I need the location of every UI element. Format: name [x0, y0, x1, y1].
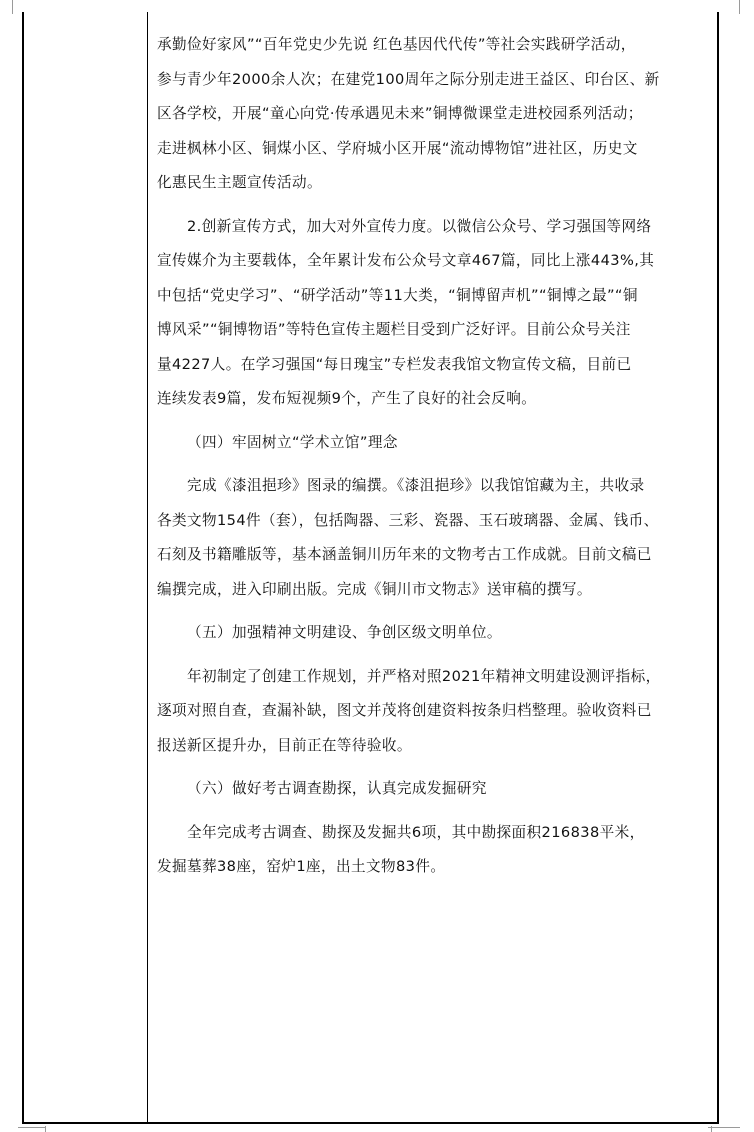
text-line: 区各学校，开展“童心向党·传承遇见未来”铜博微课堂走进校园系列活动；: [157, 105, 643, 122]
text-line: 年初制定了创建工作规划，并严格对照2021年精神文明建设测评指标，: [187, 667, 661, 685]
text-line: 报送新区提升办，目前正在等待验收。: [157, 736, 412, 754]
text-line: （五）加强精神文明建设、争创区级文明单位。: [187, 624, 502, 641]
text-line: （四）牢固树立“学术立馆”理念: [187, 433, 398, 451]
text-line: 博风采”“铜博物语”等特色宣传主题栏目受到广泛好评。目前公众号关注: [157, 321, 631, 338]
para-publicity: [157, 210, 707, 417]
text-line: 逐项对照自查，查漏补缺，图文并茂将创建资料按条归档整理。验收资料已: [157, 702, 652, 719]
text-line: 量4227人。在学习强国“每日瑰宝”专栏发表我馆文物宣传文稿，目前已: [157, 355, 632, 373]
column-divider: [147, 12, 148, 1122]
text-line: 走进枫林小区、铜煤小区、学府城小区开展“流动博物馆”进社区，历史文: [157, 139, 638, 157]
text-line: 宣传媒介为主要载体，全年累计发布公众号文章467篇，同比上涨443%,其: [157, 252, 655, 269]
crop-mark-bottom-left-v: [45, 1126, 46, 1132]
text-line: 发掘墓葬38座，窑炉1座，出土文物83件。: [157, 858, 446, 875]
text-line: 2.创新宣传方式，加大对外宣传力度。以微信公众号、学习强国等网络: [187, 217, 652, 235]
text-line: 石刻及书籍雕版等，基本涵盖铜川历年来的文物考古工作成就。目前文稿已: [157, 546, 652, 563]
para-archaeology: [157, 816, 707, 885]
table-content-cell: [157, 28, 707, 894]
para-civilization: [157, 660, 707, 764]
crop-mark-top-left-v: [12, 0, 13, 14]
crop-mark-bottom-right-v: [711, 1126, 712, 1132]
crop-mark-bottom-left-h: [18, 1127, 46, 1128]
para-social-practice: [157, 28, 707, 201]
text-line: 中包括“党史学习”、“研学活动”等11大类，“铜博留声机”“铜博之最”“铜: [157, 286, 638, 304]
text-line: 完成《漆沮挹珍》图录的编撰。《漆沮挹珍》以我馆馆藏为主，共收录: [187, 477, 645, 494]
heading-academic: [157, 426, 707, 461]
text-line: 化惠民生主题宣传活动。: [157, 174, 322, 191]
text-line: 承勤俭好家风”“百年党史少先说 红色基因代代传”等社会实践研学活动，: [157, 36, 636, 53]
text-line: 编撰完成，进入印刷出版。完成《铜川市文物志》送审稿的撰写。: [157, 580, 592, 598]
text-line: 全年完成考古调查、勘探及发掘共6项，其中勘探面积216838平米，: [187, 823, 645, 841]
text-line: 各类文物154件（套），包括陶器、三彩、瓷器、玉石玻璃器、金属、钱币、: [157, 511, 659, 529]
text-line: 参与青少年2000余人次；在建党100周年之际分别走进王益区、印台区、新: [157, 70, 660, 88]
heading-civilization: [157, 616, 707, 651]
para-catalogue: [157, 469, 707, 607]
text-line: （六）做好考古调查勘探，认真完成发掘研究: [187, 780, 487, 797]
crop-mark-bottom-right-h: [708, 1127, 740, 1128]
text-line: 连续发表9篇，发布短视频9个，产生了良好的社会反响。: [157, 390, 537, 407]
crop-mark-top-right-v: [739, 0, 740, 14]
heading-archaeology: [157, 772, 707, 807]
report-table: [22, 12, 719, 1124]
